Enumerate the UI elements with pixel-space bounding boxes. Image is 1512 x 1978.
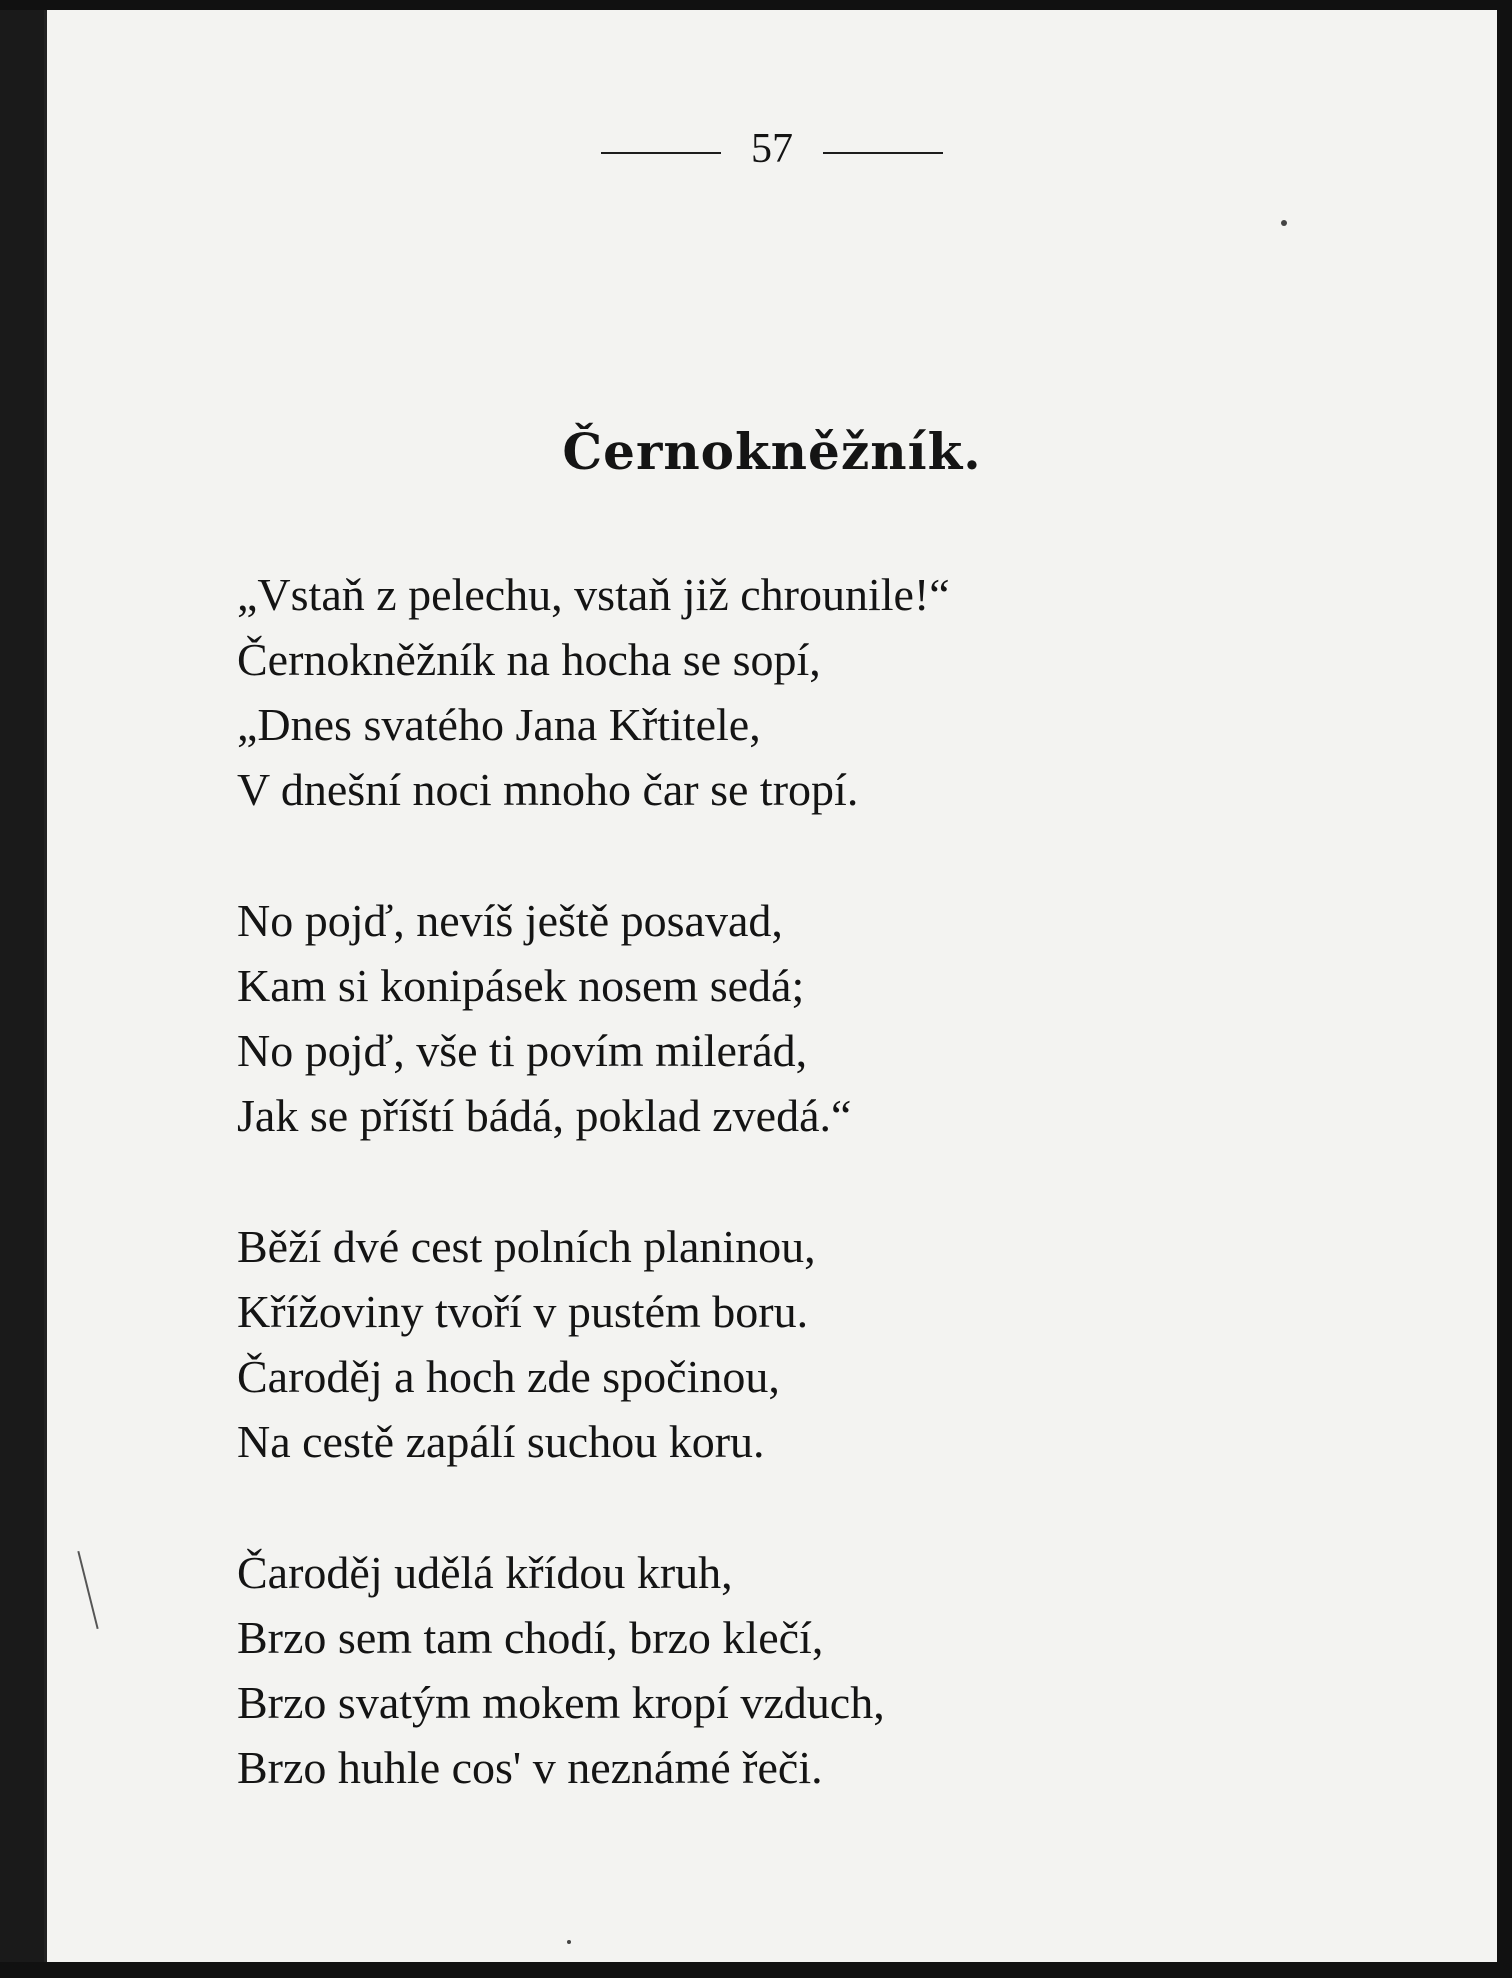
scan-speck [567, 1940, 571, 1944]
page-number: 57 [751, 126, 793, 172]
poem-line: Brzo sem tam chodí, brzo klečí, [237, 1612, 824, 1663]
poem-line: Černokněžník na hocha se sopí, [237, 634, 821, 685]
scan-speck [1281, 220, 1287, 226]
poem-title: Černokněžník. [562, 422, 982, 481]
page-header [47, 128, 1497, 170]
header-rule-left [601, 152, 721, 154]
stanza-3 [237, 1214, 1237, 1474]
poem-line: Kam si konipásek nosem sedá; [237, 960, 805, 1011]
poem-line: „Dnes svatého Jana Křtitele, [237, 699, 761, 750]
poem-line: „Vstaň z pelechu, vstaň již chrounile!“ [237, 569, 950, 620]
poem-line: Jak se příští bádá, poklad zvedá.“ [237, 1090, 852, 1141]
poem-line: Na cestě zapálí suchou koru. [237, 1416, 765, 1467]
stanza-2 [237, 888, 1237, 1148]
scan-edge-bottom [0, 1962, 1512, 1978]
poem-line: Běží dvé cest polních planinou, [237, 1221, 816, 1272]
poem-line: No pojď, vše ti povím milerád, [237, 1025, 808, 1076]
poem-line: Čaroděj a hoch zde spočinou, [237, 1351, 780, 1402]
poem-line: V dnešní noci mnoho čar se tropí. [237, 764, 859, 815]
header-rule-right [823, 152, 943, 154]
scan-edge-top [0, 0, 1512, 10]
poem-line: No pojď, nevíš ještě posavad, [237, 895, 783, 946]
poem-body [237, 562, 1237, 1866]
poem-line: Křížoviny tvoří v pustém boru. [237, 1286, 809, 1337]
poem-line: Čaroděj udělá křídou kruh, [237, 1547, 733, 1598]
scan-scratch [77, 1551, 98, 1629]
poem-line: Brzo svatým mokem kropí vzduch, [237, 1677, 885, 1728]
poem-line: Brzo huhle cos' v neznámé řeči. [237, 1742, 823, 1793]
stanza-4 [237, 1540, 1237, 1800]
stanza-1 [237, 562, 1237, 822]
book-page [44, 10, 1497, 1962]
